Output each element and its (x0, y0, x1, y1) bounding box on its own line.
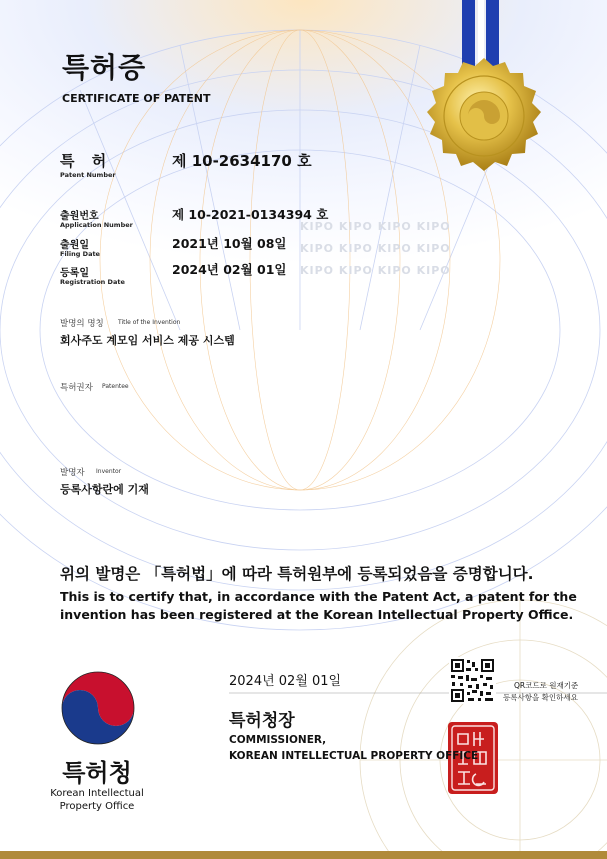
commissioner-title-ko: 특허청장 (229, 711, 295, 731)
registration-date-label: 등록일 (60, 268, 89, 279)
inventor-value: 등록사항란에 기재 (60, 483, 149, 496)
kipo-logo (62, 672, 134, 744)
certificate-title: 특허증 (62, 51, 147, 84)
patentee-label-en: Patentee (102, 383, 129, 390)
commissioner-title-en-line2: KOREAN INTELLECTUAL PROPERTY OFFICE (229, 750, 479, 762)
invention-label: 발명의 명칭 (60, 319, 104, 329)
office-name-en-line1: Korean Intellectual (50, 788, 144, 799)
issue-date: 2024년 02월 01일 (229, 674, 342, 689)
qr-note-line2: 등록사항을 확인하세요 (503, 693, 578, 702)
invention-label-en: Title of the Invention (118, 319, 181, 326)
filing-date-label-en: Filing Date (60, 250, 100, 258)
watermark-row-2: KIPO KIPO KIPO KIPO (300, 242, 451, 255)
office-name-en-line2: Property Office (59, 801, 135, 812)
registration-date-value: 2024년 02월 01일 (172, 262, 287, 277)
certification-text-en-line2: invention has been registered at the Korean Intellectual Property Office. (60, 607, 574, 622)
watermark-row-1: KIPO KIPO KIPO KIPO (300, 220, 451, 233)
office-name-ko: 특허청 (62, 759, 132, 787)
registration-date-label-en: Registration Date (60, 278, 125, 286)
application-number-label-en: Application Number (60, 221, 133, 229)
inventor-label: 발명자 (60, 468, 85, 478)
certificate-subtitle: CERTIFICATE OF PATENT (62, 92, 211, 105)
certification-text-ko: 위의 발명은 「특허법」에 따라 특허원부에 등록되었음을 증명합니다. (60, 565, 534, 583)
filing-date-label: 출원일 (60, 240, 89, 251)
patent-number-label-en: Patent Number (60, 171, 116, 179)
certification-text-en-line1: This is to certify that, in accordance with the Patent Act, a patent for the (60, 589, 577, 604)
patent-number-label: 특 허 (60, 152, 113, 170)
filing-date-value: 2021년 10월 08일 (172, 236, 287, 251)
patentee-label: 특허권자 (60, 383, 93, 393)
application-number-label: 출원번호 (60, 211, 99, 222)
bottom-gold-border (0, 851, 607, 859)
watermark-row-3: KIPO KIPO KIPO KIPO (300, 264, 451, 277)
application-number-value: 제 10-2021-0134394 호 (172, 207, 329, 222)
invention-title: 회사주도 계모임 서비스 제공 시스템 (60, 334, 235, 347)
commissioner-title-en-line1: COMMISSIONER, (229, 734, 327, 746)
patent-number-value: 제 10-2634170 호 (172, 152, 312, 170)
qr-note-line1: QR코드로 원재기준 (514, 681, 579, 690)
inventor-label-en: Inventor (96, 468, 122, 475)
qr-code-icon (449, 657, 496, 704)
